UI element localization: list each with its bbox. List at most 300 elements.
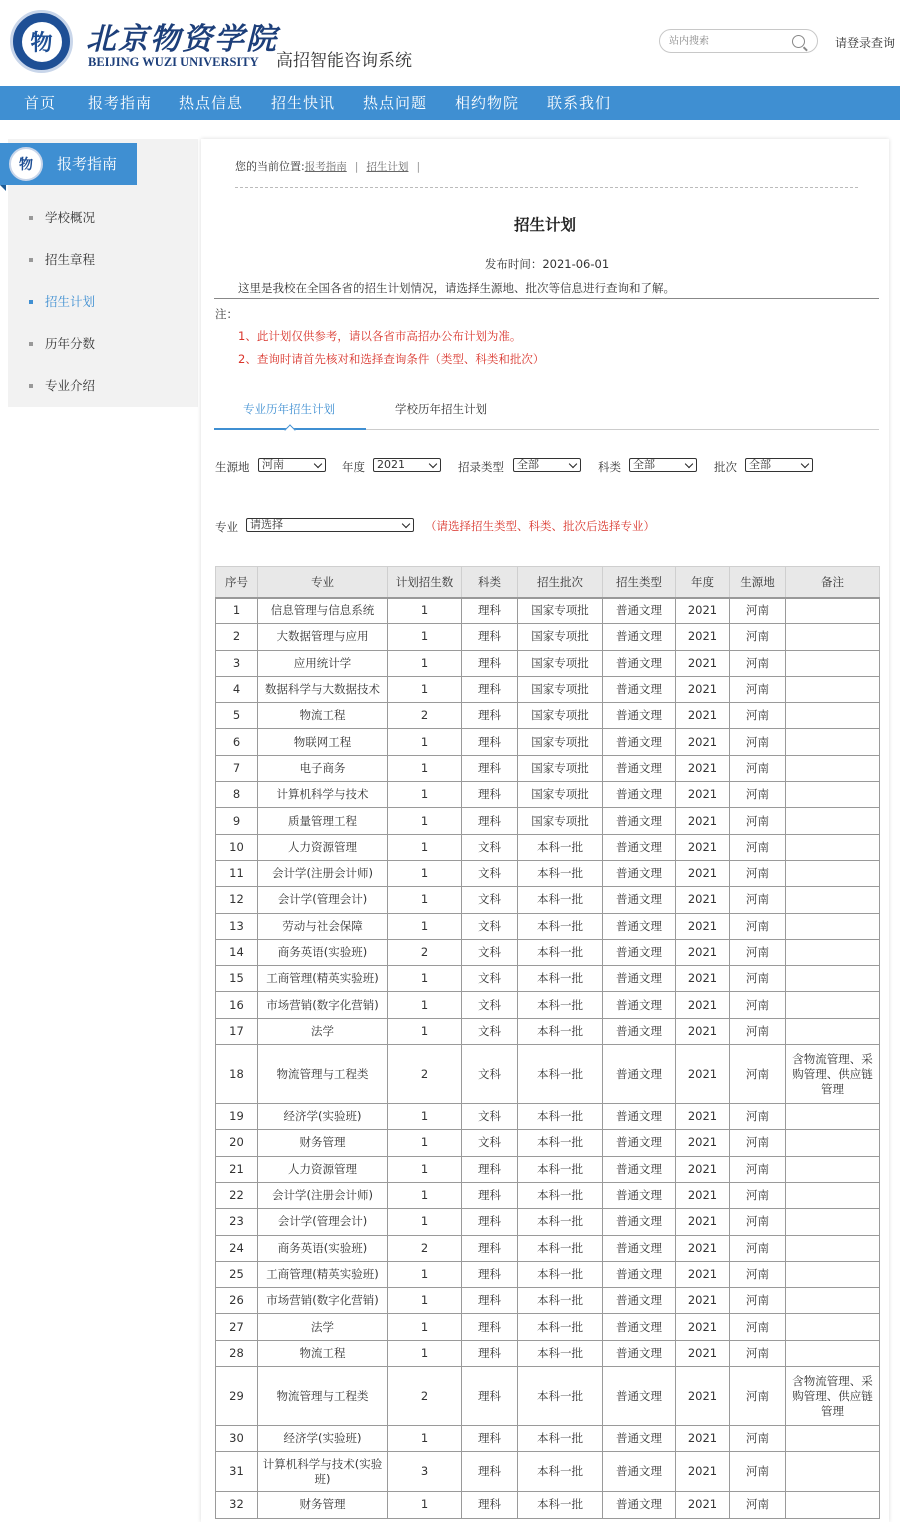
table-cell: 物流管理与工程类 xyxy=(258,1045,388,1104)
table-cell: 法学 xyxy=(258,1314,388,1340)
table-cell: 河南 xyxy=(730,860,786,886)
column-header: 备注 xyxy=(786,567,880,598)
remark-cell xyxy=(786,1130,880,1156)
table-cell: 2021 xyxy=(676,729,730,755)
table-cell: 国家专项批 xyxy=(518,782,603,808)
table-cell: 3 xyxy=(216,650,258,676)
remark-cell xyxy=(786,1156,880,1182)
nav-item-visit[interactable]: 相约物院 xyxy=(455,94,520,112)
table-cell: 河南 xyxy=(730,1209,786,1235)
table-cell: 2021 xyxy=(676,1426,730,1452)
table-cell: 普通文理 xyxy=(603,676,676,702)
logo-english-name: BEIJING WUZI UNIVERSITY xyxy=(88,55,259,69)
table-cell: 普通文理 xyxy=(603,1288,676,1314)
table-cell: 5 xyxy=(216,703,258,729)
nav-item-news[interactable]: 招生快讯 xyxy=(271,94,336,112)
major-hint: （请选择招生类型、科类、批次后选择专业） xyxy=(425,519,655,533)
table-row xyxy=(216,1367,880,1426)
chevron-down-icon xyxy=(314,460,322,468)
table-cell: 10 xyxy=(216,834,258,860)
table-cell: 河南 xyxy=(730,1104,786,1130)
remark-cell xyxy=(786,834,880,860)
table-cell: 本科一批 xyxy=(518,860,603,886)
table-cell: 会计学(注册会计师) xyxy=(258,860,388,886)
table-cell: 本科一批 xyxy=(518,1367,603,1426)
nav-item-hot-questions[interactable]: 热点问题 xyxy=(363,94,428,112)
table-row xyxy=(216,1235,880,1261)
table-cell: 2 xyxy=(388,939,462,965)
year-value: 2021 xyxy=(377,458,405,471)
table-cell: 普通文理 xyxy=(603,808,676,834)
major-select[interactable] xyxy=(246,518,414,532)
table-cell: 本科一批 xyxy=(518,1045,603,1104)
table-cell: 本科一批 xyxy=(518,1156,603,1182)
table-cell: 16 xyxy=(216,992,258,1018)
sidebar-item-label[interactable]: 招生计划 xyxy=(45,294,96,309)
batch-label: 批次 xyxy=(714,460,737,474)
remark-cell xyxy=(786,1235,880,1261)
table-cell: 本科一批 xyxy=(518,1452,603,1492)
table-cell: 普通文理 xyxy=(603,1235,676,1261)
table-cell: 2 xyxy=(388,1045,462,1104)
table-cell: 普通文理 xyxy=(603,598,676,624)
table-row xyxy=(216,939,880,965)
table-cell: 应用统计学 xyxy=(258,650,388,676)
table-cell: 1 xyxy=(388,1426,462,1452)
divider xyxy=(235,187,858,188)
table-cell: 经济学(实验班) xyxy=(258,1104,388,1130)
table-cell: 计算机科学与技术 xyxy=(258,782,388,808)
table-cell: 2021 xyxy=(676,1492,730,1518)
table-cell: 理科 xyxy=(462,808,518,834)
table-cell: 国家专项批 xyxy=(518,624,603,650)
source-select[interactable] xyxy=(258,458,326,472)
table-cell: 普通文理 xyxy=(603,782,676,808)
table-cell: 2021 xyxy=(676,782,730,808)
header xyxy=(0,0,900,86)
remark-cell xyxy=(786,992,880,1018)
table-cell: 普通文理 xyxy=(603,755,676,781)
table-row xyxy=(216,1182,880,1208)
table-cell: 2021 xyxy=(676,808,730,834)
remark-cell xyxy=(786,1452,880,1492)
sidebar-item-major-intro[interactable] xyxy=(8,365,95,407)
table-cell: 理科 xyxy=(462,1182,518,1208)
batch-select[interactable] xyxy=(745,458,813,472)
table-cell: 河南 xyxy=(730,1261,786,1287)
table-cell: 本科一批 xyxy=(518,1426,603,1452)
publish-time: 发布时间：2021-06-01 xyxy=(484,257,610,271)
remark-cell xyxy=(786,1209,880,1235)
table-cell: 文科 xyxy=(462,887,518,913)
login-query-link[interactable]: 请登录查询 xyxy=(835,36,896,50)
sidebar-item-label[interactable]: 历年分数 xyxy=(45,336,96,351)
remark-cell xyxy=(786,1340,880,1366)
remark-cell xyxy=(786,1288,880,1314)
table-cell: 30 xyxy=(216,1426,258,1452)
year-select[interactable] xyxy=(373,458,441,472)
breadcrumb-link-guide[interactable]: 报考指南 xyxy=(304,161,347,173)
sidebar-item-admission-plan[interactable] xyxy=(8,281,95,323)
breadcrumb-separator: | xyxy=(416,160,421,173)
page-title: 招生计划 xyxy=(513,216,576,234)
table-cell: 普通文理 xyxy=(603,1452,676,1492)
chevron-down-icon xyxy=(685,460,693,468)
column-header: 生源地 xyxy=(730,567,786,598)
table-cell: 普通文理 xyxy=(603,624,676,650)
table-cell: 2021 xyxy=(676,1367,730,1426)
table-cell: 1 xyxy=(388,913,462,939)
subject-select[interactable] xyxy=(629,458,697,472)
table-cell: 普通文理 xyxy=(603,1314,676,1340)
table-cell: 河南 xyxy=(730,755,786,781)
table-cell: 河南 xyxy=(730,782,786,808)
table-cell: 19 xyxy=(216,1104,258,1130)
table-row xyxy=(216,992,880,1018)
table-cell: 2021 xyxy=(676,992,730,1018)
table-cell: 理科 xyxy=(462,755,518,781)
nav-item-home[interactable]: 首页 xyxy=(24,94,57,112)
table-cell: 理科 xyxy=(462,1261,518,1287)
search-input[interactable] xyxy=(669,30,789,52)
table-cell: 河南 xyxy=(730,1288,786,1314)
search-icon[interactable] xyxy=(792,35,805,48)
table-cell: 2 xyxy=(216,624,258,650)
table-cell: 本科一批 xyxy=(518,1492,603,1518)
table-cell: 河南 xyxy=(730,1452,786,1492)
table-cell: 2021 xyxy=(676,1452,730,1492)
table-cell: 普通文理 xyxy=(603,1156,676,1182)
table-cell: 本科一批 xyxy=(518,913,603,939)
table-cell: 本科一批 xyxy=(518,1104,603,1130)
table-cell: 2021 xyxy=(676,1182,730,1208)
table-cell: 人力资源管理 xyxy=(258,1156,388,1182)
sidebar-item-admission-rules[interactable] xyxy=(8,239,95,281)
chevron-down-icon xyxy=(801,460,809,468)
table-cell: 普通文理 xyxy=(603,703,676,729)
table-cell: 20 xyxy=(216,1130,258,1156)
table-cell: 1 xyxy=(388,808,462,834)
table-cell: 2021 xyxy=(676,703,730,729)
table-cell: 河南 xyxy=(730,913,786,939)
table-cell: 1 xyxy=(388,834,462,860)
table-cell: 2021 xyxy=(676,1209,730,1235)
remark-cell xyxy=(786,1261,880,1287)
table-cell: 15 xyxy=(216,966,258,992)
table-cell: 物流管理与工程类 xyxy=(258,1367,388,1426)
table-cell: 本科一批 xyxy=(518,1182,603,1208)
table-cell: 2 xyxy=(388,1235,462,1261)
table-cell: 25 xyxy=(216,1261,258,1287)
table-cell: 河南 xyxy=(730,1182,786,1208)
table-cell: 17 xyxy=(216,1018,258,1044)
source-value: 河南 xyxy=(262,458,284,471)
main-nav xyxy=(0,86,900,120)
table-cell: 文科 xyxy=(462,966,518,992)
sidebar-title: 报考指南 xyxy=(57,155,118,173)
table-cell: 1 xyxy=(388,992,462,1018)
remark-cell xyxy=(786,650,880,676)
table-cell: 2 xyxy=(388,1367,462,1426)
table-cell: 河南 xyxy=(730,598,786,624)
table-cell: 2021 xyxy=(676,1104,730,1130)
table-cell: 1 xyxy=(388,598,462,624)
table-cell: 河南 xyxy=(730,1492,786,1518)
table-row xyxy=(216,729,880,755)
table-cell: 1 xyxy=(388,1018,462,1044)
table-cell: 理科 xyxy=(462,1452,518,1492)
table-cell: 理科 xyxy=(462,676,518,702)
table-cell: 国家专项批 xyxy=(518,729,603,755)
breadcrumb-link-plan[interactable]: 招生计划 xyxy=(366,161,409,173)
table-cell: 2021 xyxy=(676,1130,730,1156)
table-cell: 理科 xyxy=(462,703,518,729)
table-row xyxy=(216,1314,880,1340)
table-cell: 1 xyxy=(388,1261,462,1287)
table-cell: 23 xyxy=(216,1209,258,1235)
table-cell: 河南 xyxy=(730,729,786,755)
table-cell: 11 xyxy=(216,860,258,886)
table-cell: 理科 xyxy=(462,598,518,624)
sidebar-item-label[interactable]: 招生章程 xyxy=(45,252,96,267)
university-seal-logo[interactable] xyxy=(10,10,73,73)
table-cell: 河南 xyxy=(730,1426,786,1452)
table-cell: 2021 xyxy=(676,1045,730,1104)
table-cell: 7 xyxy=(216,755,258,781)
table-cell: 2021 xyxy=(676,650,730,676)
table-cell: 河南 xyxy=(730,650,786,676)
table-row xyxy=(216,966,880,992)
table-cell: 普通文理 xyxy=(603,729,676,755)
remark-cell xyxy=(786,1492,880,1518)
table-cell: 普通文理 xyxy=(603,834,676,860)
sidebar-item-past-scores[interactable] xyxy=(8,323,95,365)
table-cell: 物流工程 xyxy=(258,1340,388,1366)
table-cell: 2021 xyxy=(676,966,730,992)
table-cell: 文科 xyxy=(462,1045,518,1104)
nav-item-guide[interactable]: 报考指南 xyxy=(88,94,153,112)
table-row xyxy=(216,1104,880,1130)
table-cell: 普通文理 xyxy=(603,913,676,939)
logo-chinese-name[interactable]: 北京物资学院 xyxy=(86,22,278,57)
table-cell: 文科 xyxy=(462,1104,518,1130)
table-cell: 9 xyxy=(216,808,258,834)
table-cell: 河南 xyxy=(730,966,786,992)
table-cell: 理科 xyxy=(462,1426,518,1452)
table-cell: 国家专项批 xyxy=(518,808,603,834)
table-cell: 本科一批 xyxy=(518,887,603,913)
column-header: 招生批次 xyxy=(518,567,603,598)
type-value: 全部 xyxy=(517,458,539,471)
table-row xyxy=(216,1426,880,1452)
table-cell: 河南 xyxy=(730,1045,786,1104)
remark-cell xyxy=(786,939,880,965)
table-cell: 河南 xyxy=(730,1367,786,1426)
column-header: 序号 xyxy=(216,567,258,598)
table-cell: 1 xyxy=(388,755,462,781)
remark-cell xyxy=(786,782,880,808)
breadcrumb xyxy=(235,158,428,174)
table-cell: 2021 xyxy=(676,624,730,650)
table-cell: 信息管理与信息系统 xyxy=(258,598,388,624)
table-cell: 1 xyxy=(388,1156,462,1182)
note-item-1: 1、此计划仅供参考，请以各省市高招办公布计划为准。 xyxy=(238,329,522,343)
remark-cell xyxy=(786,887,880,913)
table-cell: 理科 xyxy=(462,1156,518,1182)
divider xyxy=(214,298,879,299)
table-cell: 8 xyxy=(216,782,258,808)
chevron-down-icon xyxy=(402,520,410,528)
table-cell: 1 xyxy=(388,1340,462,1366)
table-cell: 河南 xyxy=(730,1314,786,1340)
sidebar-item-label[interactable]: 专业介绍 xyxy=(45,378,96,393)
table-row xyxy=(216,860,880,886)
table-cell: 河南 xyxy=(730,808,786,834)
table-cell: 2021 xyxy=(676,887,730,913)
table-row xyxy=(216,650,880,676)
remark-cell xyxy=(786,729,880,755)
nav-item-hot-info[interactable]: 热点信息 xyxy=(179,94,244,112)
sidebar-item-school-overview[interactable] xyxy=(8,197,95,239)
table-cell: 24 xyxy=(216,1235,258,1261)
remark-cell xyxy=(786,755,880,781)
nav-item-contact[interactable]: 联系我们 xyxy=(547,94,612,112)
table-row xyxy=(216,755,880,781)
note-item-2: 2、查询时请首先核对和选择查询条件（类型、科类和批次） xyxy=(238,352,545,366)
remark-cell: 含物流管理、采购管理、供应链管理 xyxy=(786,1045,880,1104)
table-row xyxy=(216,1209,880,1235)
table-row xyxy=(216,1018,880,1044)
table-cell: 1 xyxy=(388,650,462,676)
admission-plan-table xyxy=(215,566,880,1519)
table-cell: 普通文理 xyxy=(603,1130,676,1156)
breadcrumb-prefix: 您的当前位置: xyxy=(235,160,305,173)
table-cell: 国家专项批 xyxy=(518,676,603,702)
table-cell: 财务管理 xyxy=(258,1492,388,1518)
remark-cell xyxy=(786,1426,880,1452)
remark-cell xyxy=(786,808,880,834)
table-cell: 1 xyxy=(388,1209,462,1235)
source-label: 生源地 xyxy=(215,460,250,474)
table-cell: 22 xyxy=(216,1182,258,1208)
table-cell: 1 xyxy=(388,1104,462,1130)
table-cell: 文科 xyxy=(462,913,518,939)
table-cell: 4 xyxy=(216,676,258,702)
table-cell: 文科 xyxy=(462,1018,518,1044)
table-cell: 14 xyxy=(216,939,258,965)
column-header: 年度 xyxy=(676,567,730,598)
table-cell: 28 xyxy=(216,1340,258,1366)
table-cell: 1 xyxy=(388,1492,462,1518)
chevron-down-icon xyxy=(569,460,577,468)
major-value: 请选择 xyxy=(250,518,283,531)
breadcrumb-separator: | xyxy=(354,160,359,173)
type-select[interactable] xyxy=(513,458,581,472)
tab-major-history-plan[interactable]: 专业历年招生计划 xyxy=(243,402,335,416)
table-cell: 电子商务 xyxy=(258,755,388,781)
table-cell: 本科一批 xyxy=(518,834,603,860)
remark-cell xyxy=(786,703,880,729)
table-cell: 理科 xyxy=(462,624,518,650)
table-row xyxy=(216,703,880,729)
table-cell: 普通文理 xyxy=(603,887,676,913)
table-cell: 2021 xyxy=(676,1261,730,1287)
table-cell: 21 xyxy=(216,1156,258,1182)
table-cell: 本科一批 xyxy=(518,966,603,992)
table-cell: 1 xyxy=(388,966,462,992)
table-row xyxy=(216,887,880,913)
table-cell: 本科一批 xyxy=(518,1235,603,1261)
table-cell: 理科 xyxy=(462,729,518,755)
table-cell: 2021 xyxy=(676,834,730,860)
year-label: 年度 xyxy=(342,460,365,474)
table-cell: 物流工程 xyxy=(258,703,388,729)
table-cell: 河南 xyxy=(730,624,786,650)
table-cell: 人力资源管理 xyxy=(258,834,388,860)
remark-cell xyxy=(786,1018,880,1044)
table-cell: 12 xyxy=(216,887,258,913)
table-cell: 市场营销(数字化营销) xyxy=(258,1288,388,1314)
table-cell: 1 xyxy=(388,860,462,886)
table-cell: 27 xyxy=(216,1314,258,1340)
table-cell: 文科 xyxy=(462,1130,518,1156)
table-cell: 普通文理 xyxy=(603,1261,676,1287)
table-cell: 河南 xyxy=(730,1340,786,1366)
remark-cell xyxy=(786,1314,880,1340)
sidebar xyxy=(8,139,198,407)
main-content xyxy=(201,139,889,1522)
table-cell: 1 xyxy=(388,1182,462,1208)
tab-school-history-plan[interactable]: 学校历年招生计划 xyxy=(395,402,487,416)
table-cell: 普通文理 xyxy=(603,1340,676,1366)
sidebar-item-label[interactable]: 学校概况 xyxy=(45,210,96,225)
table-row xyxy=(216,676,880,702)
table-cell: 本科一批 xyxy=(518,1209,603,1235)
remark-cell xyxy=(786,860,880,886)
table-cell: 2021 xyxy=(676,1235,730,1261)
table-cell: 本科一批 xyxy=(518,1288,603,1314)
seal-inner: 物 xyxy=(20,20,64,64)
table-cell: 工商管理(精英实验班) xyxy=(258,1261,388,1287)
table-cell: 本科一批 xyxy=(518,1340,603,1366)
table-row xyxy=(216,782,880,808)
table-cell: 26 xyxy=(216,1288,258,1314)
table-cell: 普通文理 xyxy=(603,966,676,992)
type-label: 招录类型 xyxy=(458,460,504,474)
table-cell: 河南 xyxy=(730,1018,786,1044)
table-cell: 理科 xyxy=(462,650,518,676)
column-header: 科类 xyxy=(462,567,518,598)
table-cell: 1 xyxy=(388,887,462,913)
table-cell: 国家专项批 xyxy=(518,703,603,729)
table-row xyxy=(216,1340,880,1366)
table-cell: 普通文理 xyxy=(603,1426,676,1452)
table-cell: 质量管理工程 xyxy=(258,808,388,834)
active-tab-caret xyxy=(284,424,295,435)
table-cell: 6 xyxy=(216,729,258,755)
table-cell: 1 xyxy=(388,624,462,650)
table-cell: 经济学(实验班) xyxy=(258,1426,388,1452)
column-header: 计划招生数 xyxy=(388,567,462,598)
remark-cell xyxy=(786,1182,880,1208)
table-row xyxy=(216,624,880,650)
table-cell: 财务管理 xyxy=(258,1130,388,1156)
remark-cell xyxy=(786,913,880,939)
table-cell: 1 xyxy=(388,729,462,755)
table-cell: 2021 xyxy=(676,598,730,624)
table-cell: 普通文理 xyxy=(603,939,676,965)
table-cell: 文科 xyxy=(462,939,518,965)
